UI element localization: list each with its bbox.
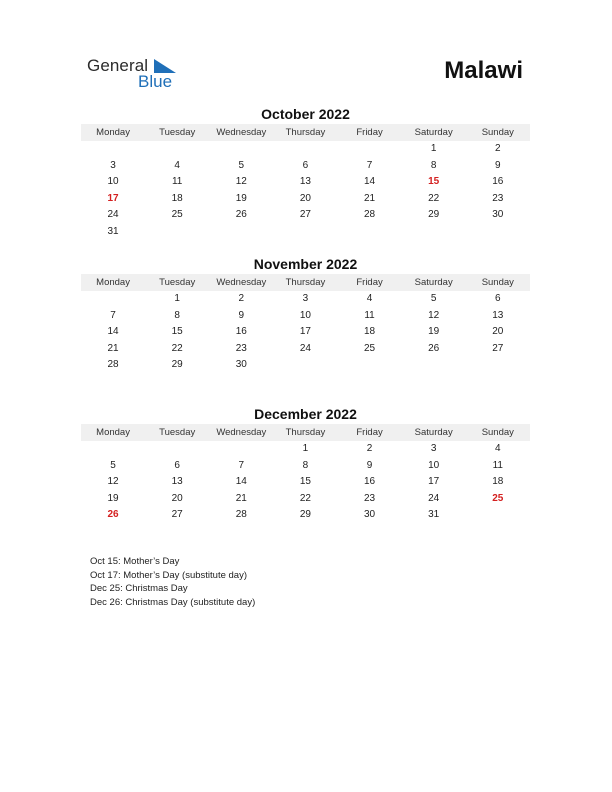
day-cell: 25: [364, 342, 376, 354]
day-cell: 12: [428, 309, 440, 321]
day-cell: 6: [302, 159, 309, 171]
day-cell: 3: [110, 159, 116, 171]
empty-day-cell: [338, 357, 402, 374]
month-days: [81, 441, 530, 524]
week-row: [81, 191, 530, 208]
day-cell: 28: [235, 509, 247, 521]
day-cell: 17: [299, 326, 311, 338]
day-cell: 22: [428, 192, 440, 204]
day-cell: 2: [495, 143, 501, 154]
logo-general-text: General: [87, 56, 149, 75]
day-cell: 4: [495, 443, 501, 454]
day-cell: 7: [366, 159, 373, 171]
empty-day-cell: [402, 357, 466, 374]
logo-triangle-icon: [154, 59, 176, 73]
day-cell: 9: [238, 309, 245, 321]
day-cell: 13: [299, 176, 311, 188]
empty-day-cell: [402, 224, 466, 241]
empty-day-cell: [81, 141, 145, 158]
day-cell: 31: [428, 509, 440, 521]
day-cell: 1: [430, 143, 437, 154]
day-cell: 29: [171, 359, 183, 371]
day-cell: 30: [492, 209, 504, 221]
day-cell: 22: [299, 492, 311, 504]
day-cell: 10: [107, 176, 119, 188]
empty-day-cell: [466, 357, 530, 374]
country-title: Malawi: [444, 57, 523, 84]
day-cell: 12: [235, 176, 247, 188]
weekday-thursday: Thursday: [285, 277, 326, 288]
weekday-wednesday: Wednesday: [216, 127, 267, 138]
month-october: [81, 106, 530, 241]
holiday-list: [90, 555, 255, 609]
day-cell: 11: [364, 309, 375, 321]
empty-day-cell: [81, 291, 145, 308]
day-cell: 9: [366, 459, 373, 471]
weekday-saturday: Saturday: [414, 127, 453, 138]
day-cell: 20: [492, 326, 504, 338]
day-cell: 20: [171, 492, 183, 504]
day-cell: 5: [238, 159, 245, 171]
week-row: [81, 491, 530, 508]
day-cell: 14: [364, 176, 376, 188]
day-cell: 28: [107, 359, 119, 371]
weekday-header: [81, 124, 530, 141]
week-row: [81, 207, 530, 224]
logo-blue-text: Blue: [138, 72, 173, 91]
month-days: [81, 291, 530, 374]
month-title: October 2022: [261, 106, 350, 122]
day-cell: 19: [235, 192, 247, 204]
weekday-monday: Monday: [96, 277, 130, 288]
week-row: [81, 474, 530, 491]
day-cell: 2: [238, 293, 245, 304]
holiday-day-cell: 15: [428, 176, 440, 188]
day-cell: 22: [171, 342, 183, 354]
week-row: [81, 458, 530, 475]
empty-day-cell: [145, 441, 209, 458]
day-cell: 8: [174, 309, 180, 321]
empty-day-cell: [338, 224, 402, 241]
day-cell: 14: [235, 476, 247, 488]
weekday-friday: Friday: [356, 277, 383, 288]
day-cell: 9: [495, 159, 501, 171]
empty-day-cell: [81, 441, 145, 458]
weekday-tuesday: Tuesday: [159, 427, 196, 438]
empty-day-cell: [466, 224, 530, 241]
weekday-wednesday: Wednesday: [216, 427, 267, 438]
week-row: [81, 141, 530, 158]
week-row: [81, 291, 530, 308]
day-cell: 19: [107, 492, 119, 504]
weekday-wednesday: Wednesday: [216, 277, 267, 288]
day-cell: 30: [364, 509, 376, 521]
week-row: [81, 224, 530, 241]
day-cell: 28: [364, 209, 376, 221]
day-cell: 7: [238, 459, 245, 471]
day-cell: 4: [174, 159, 180, 171]
month-days: [81, 141, 530, 241]
empty-day-cell: [209, 141, 273, 158]
weekday-sunday: Sunday: [481, 277, 514, 288]
empty-day-cell: [466, 507, 530, 524]
month-title: November 2022: [253, 256, 358, 272]
day-cell: 7: [110, 309, 116, 321]
month-november: [81, 256, 530, 374]
day-cell: 21: [107, 342, 119, 354]
day-cell: 10: [428, 459, 440, 471]
day-cell: 16: [364, 476, 376, 488]
day-cell: 27: [171, 509, 183, 521]
day-cell: 8: [302, 459, 309, 471]
day-cell: 11: [171, 176, 183, 188]
day-cell: 26: [235, 209, 247, 221]
day-cell: 6: [174, 459, 180, 471]
day-cell: 24: [299, 342, 311, 354]
day-cell: 30: [235, 359, 247, 371]
holiday-day-cell: 25: [492, 492, 504, 504]
empty-day-cell: [145, 141, 209, 158]
weekday-saturday: Saturday: [414, 277, 453, 288]
day-cell: 25: [171, 209, 183, 221]
day-cell: 8: [430, 159, 437, 171]
day-cell: 15: [299, 476, 311, 488]
day-cell: 18: [364, 326, 376, 338]
week-row: [81, 308, 530, 325]
holiday-day-cell: 17: [107, 192, 119, 204]
day-cell: 21: [235, 492, 247, 504]
weekday-monday: Monday: [96, 427, 130, 438]
week-row: [81, 441, 530, 458]
day-cell: 13: [171, 476, 183, 488]
weekday-tuesday: Tuesday: [159, 127, 196, 138]
weekday-tuesday: Tuesday: [159, 277, 196, 288]
day-cell: 4: [366, 293, 373, 304]
week-row: [81, 174, 530, 191]
weekday-header: [81, 274, 530, 291]
day-cell: 19: [428, 326, 440, 338]
empty-day-cell: [209, 441, 273, 458]
day-cell: 29: [299, 509, 311, 521]
week-row: [81, 357, 530, 374]
weekday-monday: Monday: [96, 127, 130, 138]
week-row: [81, 507, 530, 524]
empty-day-cell: [273, 141, 337, 158]
day-cell: 15: [171, 326, 183, 338]
weekday-thursday: Thursday: [285, 427, 326, 438]
weekday-header: [81, 424, 530, 441]
day-cell: 18: [171, 192, 183, 204]
day-cell: 16: [492, 176, 504, 188]
header: [0, 0, 612, 100]
day-cell: 13: [492, 309, 504, 321]
empty-day-cell: [338, 141, 402, 158]
day-cell: 23: [235, 342, 247, 354]
day-cell: 6: [495, 293, 501, 304]
holiday-item: Oct 17: Mother’s Day (substitute day): [90, 569, 247, 581]
weekday-sunday: Sunday: [481, 427, 514, 438]
day-cell: 11: [492, 459, 503, 471]
holiday-item: Oct 15: Mother’s Day: [90, 556, 180, 567]
day-cell: 27: [492, 342, 504, 354]
day-cell: 5: [110, 459, 116, 471]
day-cell: 24: [107, 209, 119, 221]
day-cell: 1: [174, 293, 180, 304]
day-cell: 17: [428, 476, 440, 488]
day-cell: 21: [364, 192, 376, 204]
day-cell: 26: [428, 342, 440, 354]
weekday-friday: Friday: [356, 127, 383, 138]
holiday-day-cell: 26: [107, 509, 119, 521]
day-cell: 3: [430, 443, 437, 454]
empty-day-cell: [209, 224, 273, 241]
week-row: [81, 158, 530, 175]
empty-day-cell: [273, 224, 337, 241]
month-title: December 2022: [254, 406, 357, 422]
weekday-saturday: Saturday: [414, 427, 453, 438]
day-cell: 3: [302, 293, 309, 304]
empty-day-cell: [145, 224, 209, 241]
day-cell: 23: [492, 192, 504, 204]
day-cell: 2: [366, 443, 373, 454]
month-december: [81, 406, 530, 524]
day-cell: 31: [107, 225, 119, 237]
logo: [87, 56, 187, 92]
day-cell: 27: [299, 209, 311, 221]
day-cell: 24: [428, 492, 440, 504]
day-cell: 23: [364, 492, 376, 504]
week-row: [81, 341, 530, 358]
day-cell: 5: [430, 293, 437, 304]
day-cell: 18: [492, 476, 504, 488]
day-cell: 10: [299, 309, 311, 321]
day-cell: 20: [299, 192, 311, 204]
day-cell: 16: [235, 326, 247, 338]
day-cell: 1: [302, 443, 309, 454]
week-row: [81, 324, 530, 341]
weekday-thursday: Thursday: [285, 127, 326, 138]
holiday-item: Dec 26: Christmas Day (substitute day): [90, 596, 256, 608]
day-cell: 12: [107, 476, 119, 488]
day-cell: 14: [107, 326, 119, 338]
empty-day-cell: [273, 357, 337, 374]
holiday-item: Dec 25: Christmas Day: [90, 583, 188, 594]
weekday-friday: Friday: [356, 427, 383, 438]
day-cell: 29: [428, 209, 440, 221]
weekday-sunday: Sunday: [481, 127, 514, 138]
